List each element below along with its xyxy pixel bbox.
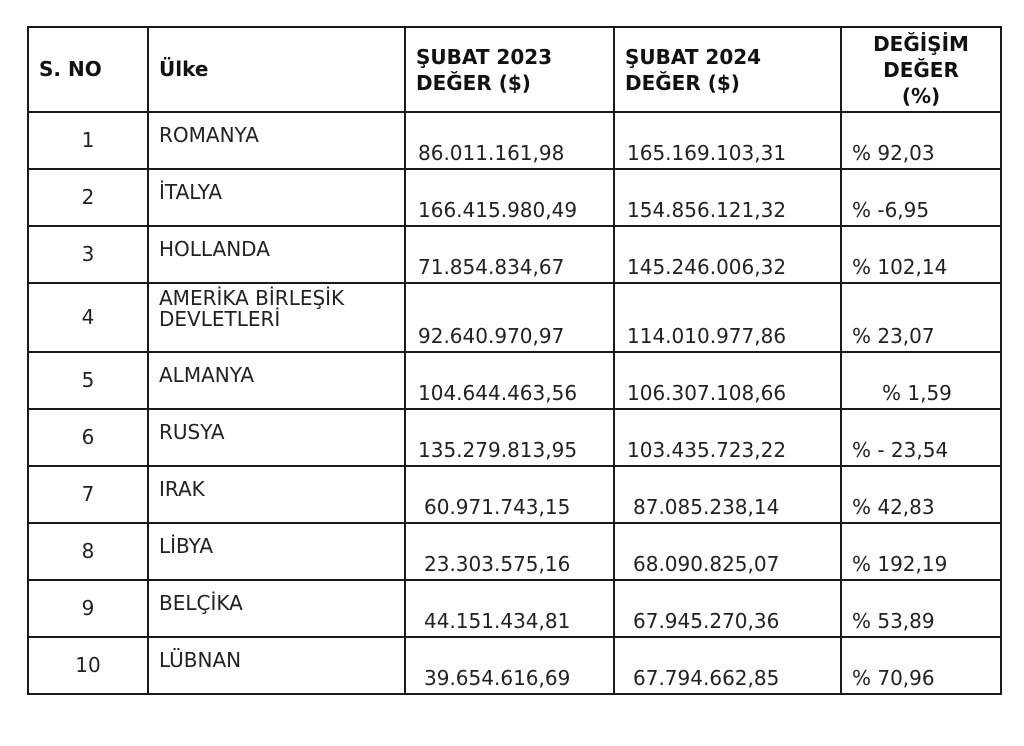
row-number: 10: [28, 637, 148, 694]
table-row: [28, 283, 1001, 352]
header-feb2024: [614, 27, 841, 112]
row-number: 9: [28, 580, 148, 637]
header-change: [841, 27, 1001, 112]
export-table: [27, 26, 1002, 695]
row-feb2023-value: 23.303.575,16: [405, 523, 614, 580]
table-row: [28, 637, 1001, 694]
header-change-line2: DEĞER: [883, 57, 959, 82]
row-feb2023-value: 39.654.616,69: [405, 637, 614, 694]
header-change-line1: DEĞİŞİM: [873, 31, 969, 56]
row-feb2023-value: 92.640.970,97: [405, 283, 614, 352]
table-row: [28, 352, 1001, 409]
row-change-percent: % - 23,54: [841, 409, 1001, 466]
row-change-percent: % -6,95: [841, 169, 1001, 226]
row-feb2023-value: 60.971.743,15: [405, 466, 614, 523]
header-sno: S. NO: [28, 27, 148, 112]
row-country: RUSYA: [148, 409, 405, 466]
row-country: LİBYA: [148, 523, 405, 580]
row-number: 2: [28, 169, 148, 226]
header-row: [28, 27, 1001, 112]
row-number: 4: [28, 283, 148, 352]
row-feb2024-value: 114.010.977,86: [614, 283, 841, 352]
row-feb2023-value: 104.644.463,56: [405, 352, 614, 409]
row-feb2024-value: 68.090.825,07: [614, 523, 841, 580]
table-row: [28, 409, 1001, 466]
header-country: Ülke: [148, 27, 405, 112]
header-change-line3: (%): [901, 83, 941, 108]
row-number: 5: [28, 352, 148, 409]
row-feb2024-value: 106.307.108,66: [614, 352, 841, 409]
row-number: 1: [28, 112, 148, 169]
row-country: IRAK: [148, 466, 405, 523]
table-row: [28, 580, 1001, 637]
row-number: 7: [28, 466, 148, 523]
row-feb2024-value: 103.435.723,22: [614, 409, 841, 466]
row-number: 3: [28, 226, 148, 283]
row-change-percent: % 102,14: [841, 226, 1001, 283]
header-feb2024-line1: ŞUBAT 2024: [625, 44, 762, 69]
header-feb2023-line1: ŞUBAT 2023: [416, 44, 553, 69]
table-row: [28, 112, 1001, 169]
row-change-percent: % 192,19: [841, 523, 1001, 580]
table-row: [28, 523, 1001, 580]
row-change-percent: % 53,89: [841, 580, 1001, 637]
row-change-percent: % 42,83: [841, 466, 1001, 523]
header-feb2023-line2: DEĞER ($): [416, 70, 531, 95]
row-feb2024-value: 67.945.270,36: [614, 580, 841, 637]
row-feb2024-value: 165.169.103,31: [614, 112, 841, 169]
row-number: 6: [28, 409, 148, 466]
row-country: AMERİKA BİRLEŞİK DEVLETLERİ: [148, 283, 405, 352]
row-change-percent: % 92,03: [841, 112, 1001, 169]
row-country: HOLLANDA: [148, 226, 405, 283]
row-feb2023-value: 71.854.834,67: [405, 226, 614, 283]
row-country: LÜBNAN: [148, 637, 405, 694]
row-feb2023-value: 166.415.980,49: [405, 169, 614, 226]
row-change-percent: % 23,07: [841, 283, 1001, 352]
header-feb2023: [405, 27, 614, 112]
row-feb2023-value: 44.151.434,81: [405, 580, 614, 637]
row-feb2024-value: 67.794.662,85: [614, 637, 841, 694]
table-row: [28, 466, 1001, 523]
table-row: [28, 226, 1001, 283]
row-country: ROMANYA: [148, 112, 405, 169]
row-country: BELÇİKA: [148, 580, 405, 637]
table-row: [28, 169, 1001, 226]
row-number: 8: [28, 523, 148, 580]
row-change-percent: % 1,59: [841, 352, 1001, 409]
row-feb2024-value: 87.085.238,14: [614, 466, 841, 523]
row-feb2023-value: 86.011.161,98: [405, 112, 614, 169]
row-country: İTALYA: [148, 169, 405, 226]
row-country: ALMANYA: [148, 352, 405, 409]
row-feb2023-value: 135.279.813,95: [405, 409, 614, 466]
row-change-percent: % 70,96: [841, 637, 1001, 694]
row-feb2024-value: 145.246.006,32: [614, 226, 841, 283]
header-feb2024-line2: DEĞER ($): [625, 70, 740, 95]
row-feb2024-value: 154.856.121,32: [614, 169, 841, 226]
